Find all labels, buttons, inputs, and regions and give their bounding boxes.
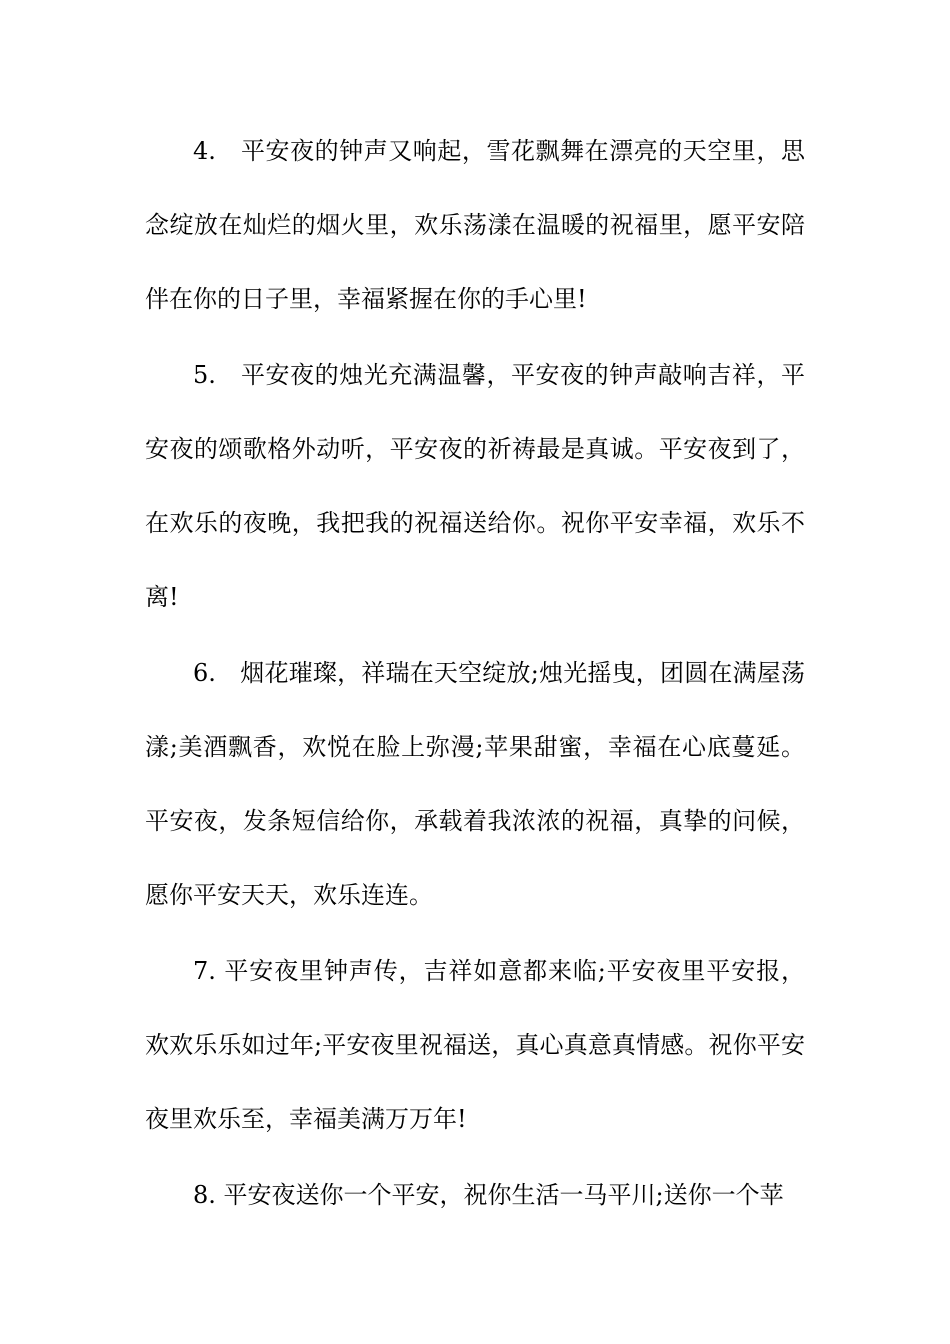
paragraph-6: 6. 烟花璀璨，祥瑞在天空绽放;烛光摇曳，团圆在满屋荡漾;美酒飘香，欢悦在脸上弥漫;苹果甜蜜，幸福在心底蔓延。平安夜，发条短信给你，承载着我浓浓的祝福，真挚的问候，愿你平安天天，欢乐连连。 (145, 659, 805, 909)
paragraph-4: 4. 平安夜的钟声又响起，雪花飘舞在漂亮的天空里，思念绽放在灿烂的烟火里，欢乐荡漾在温暖的祝福里，愿平安陪伴在你的日子里，幸福紧握在你的手心里! (145, 137, 805, 313)
paragraph-8: 8. 平安夜送你一个平安，祝你生活一马平川;送你一个苹 (193, 1181, 784, 1209)
paragraph-5: 5. 平安夜的烛光充满温馨，平安夜的钟声敲响吉祥，平安夜的颂歌格外动听，平安夜的祈祷最是真诚。平安夜到了，在欢乐的夜晚，我把我的祝福送给你。祝你平安幸福，欢乐不离! (145, 361, 805, 611)
paragraph-7: 7. 平安夜里钟声传，吉祥如意都来临;平安夜里平安报，欢欢乐乐如过年;平安夜里祝福送，真心真意真情感。祝你平安夜里欢乐至，幸福美满万万年! (145, 957, 805, 1133)
